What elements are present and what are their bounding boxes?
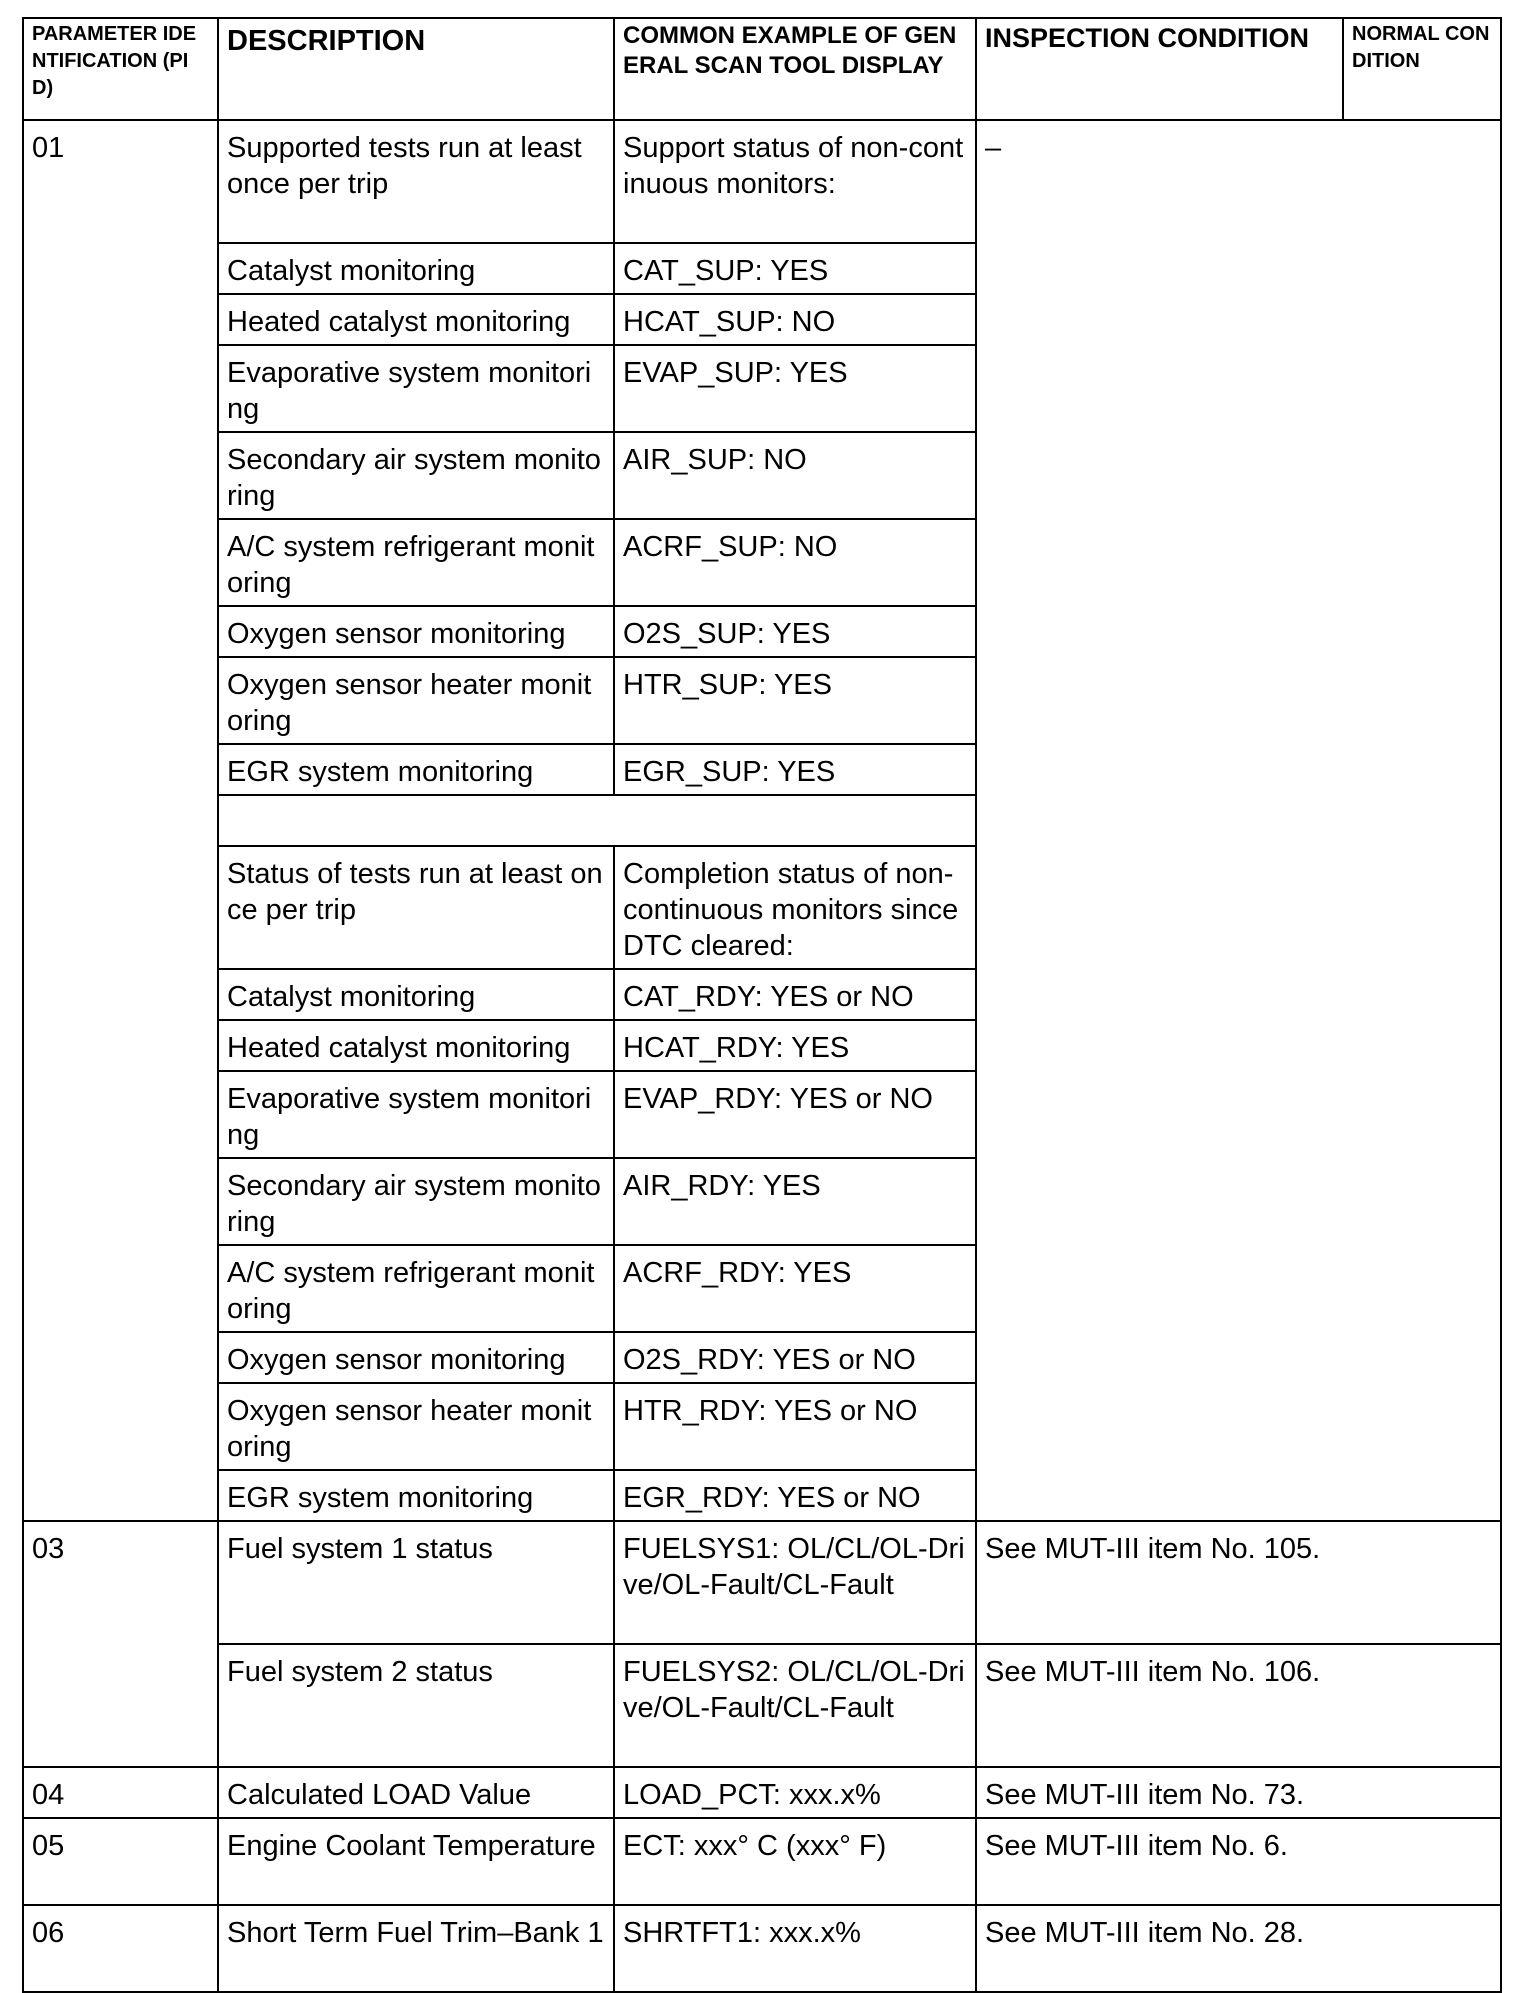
inspection-cell: See MUT-III item No. 28. bbox=[976, 1905, 1501, 1992]
table-row bbox=[23, 1644, 1501, 1767]
display-cell: O2S_SUP: YES bbox=[614, 606, 976, 657]
display-cell: HCAT_SUP: NO bbox=[614, 294, 976, 345]
description-cell: Fuel system 2 status bbox=[218, 1644, 614, 1767]
description-cell: A/C system refrigerant monitoring bbox=[218, 519, 614, 606]
description-cell: Supported tests run at least once per trip bbox=[218, 120, 614, 243]
display-cell: FUELSYS2: OL/CL/OL-Drive/OL-Fault/CL-Fault bbox=[614, 1644, 976, 1767]
header-description: DESCRIPTION bbox=[218, 18, 614, 120]
description-cell: Calculated LOAD Value bbox=[218, 1767, 614, 1818]
pid-cell: 04 bbox=[23, 1767, 218, 1818]
display-cell: LOAD_PCT: xxx.x% bbox=[614, 1767, 976, 1818]
header-pid: PARAMETER IDENTIFICATION (PID) bbox=[23, 18, 218, 120]
description-cell: Fuel system 1 status bbox=[218, 1521, 614, 1644]
description-cell: EGR system monitoring bbox=[218, 1470, 614, 1521]
table-row bbox=[23, 1767, 1501, 1818]
description-cell: Oxygen sensor heater monitoring bbox=[218, 1383, 614, 1470]
description-cell: Catalyst monitoring bbox=[218, 243, 614, 294]
description-cell: A/C system refrigerant monitoring bbox=[218, 1245, 614, 1332]
display-cell: CAT_RDY: YES or NO bbox=[614, 969, 976, 1020]
display-cell: HTR_RDY: YES or NO bbox=[614, 1383, 976, 1470]
description-cell: Engine Coolant Temperature bbox=[218, 1818, 614, 1905]
pid-cell: 05 bbox=[23, 1818, 218, 1905]
display-cell: EVAP_SUP: YES bbox=[614, 345, 976, 432]
display-cell: Completion status of non-continuous monitors since DTC cleared: bbox=[614, 846, 976, 969]
display-cell: ACRF_SUP: NO bbox=[614, 519, 976, 606]
description-cell: Oxygen sensor monitoring bbox=[218, 606, 614, 657]
display-cell: O2S_RDY: YES or NO bbox=[614, 1332, 976, 1383]
display-cell: SHRTFT1: xxx.x% bbox=[614, 1905, 976, 1992]
inspection-cell: See MUT-III item No. 6. bbox=[976, 1818, 1501, 1905]
description-cell: EGR system monitoring bbox=[218, 744, 614, 795]
description-cell: Evaporative system monitoring bbox=[218, 1071, 614, 1158]
display-cell: CAT_SUP: YES bbox=[614, 243, 976, 294]
table-row bbox=[23, 120, 1501, 243]
inspection-cell: See MUT-III item No. 105. bbox=[976, 1521, 1501, 1644]
inspection-cell: See MUT-III item No. 106. bbox=[976, 1644, 1501, 1767]
table-row bbox=[23, 1905, 1501, 1992]
display-cell: EVAP_RDY: YES or NO bbox=[614, 1071, 976, 1158]
description-cell: Short Term Fuel Trim–Bank 1 bbox=[218, 1905, 614, 1992]
pid-table bbox=[22, 17, 1502, 1993]
table-row bbox=[23, 1521, 1501, 1644]
display-cell: EGR_RDY: YES or NO bbox=[614, 1470, 976, 1521]
display-cell: AIR_SUP: NO bbox=[614, 432, 976, 519]
header-inspection: INSPECTION CONDITION bbox=[976, 18, 1343, 120]
display-cell: HTR_SUP: YES bbox=[614, 657, 976, 744]
pid-cell: 01 bbox=[23, 120, 218, 1521]
table-row bbox=[23, 1818, 1501, 1905]
inspection-cell: – bbox=[976, 120, 1501, 1521]
display-cell: HCAT_RDY: YES bbox=[614, 1020, 976, 1071]
description-cell: Oxygen sensor heater monitoring bbox=[218, 657, 614, 744]
display-cell: AIR_RDY: YES bbox=[614, 1158, 976, 1245]
display-cell: EGR_SUP: YES bbox=[614, 744, 976, 795]
pid-cell: 06 bbox=[23, 1905, 218, 1992]
description-cell: Oxygen sensor monitoring bbox=[218, 1332, 614, 1383]
description-cell: Secondary air system monitoring bbox=[218, 1158, 614, 1245]
display-cell: ACRF_RDY: YES bbox=[614, 1245, 976, 1332]
description-cell: Heated catalyst monitoring bbox=[218, 1020, 614, 1071]
header-scan-tool: COMMON EXAMPLE OF GENERAL SCAN TOOL DISPLAY bbox=[614, 18, 976, 120]
inspection-cell: See MUT-III item No. 73. bbox=[976, 1767, 1501, 1818]
header-normal: NORMAL CONDITION bbox=[1343, 18, 1501, 120]
description-cell: Heated catalyst monitoring bbox=[218, 294, 614, 345]
description-cell: Status of tests run at least once per trip bbox=[218, 846, 614, 969]
description-cell: Evaporative system monitoring bbox=[218, 345, 614, 432]
display-cell: ECT: xxx° C (xxx° F) bbox=[614, 1818, 976, 1905]
display-cell: Support status of non-continuous monitors: bbox=[614, 120, 976, 243]
pid-cell: 03 bbox=[23, 1521, 218, 1767]
description-cell: Catalyst monitoring bbox=[218, 969, 614, 1020]
display-cell: FUELSYS1: OL/CL/OL-Drive/OL-Fault/CL-Fault bbox=[614, 1521, 976, 1644]
spacer-cell bbox=[218, 795, 976, 846]
header-row bbox=[23, 18, 1501, 120]
description-cell: Secondary air system monitoring bbox=[218, 432, 614, 519]
